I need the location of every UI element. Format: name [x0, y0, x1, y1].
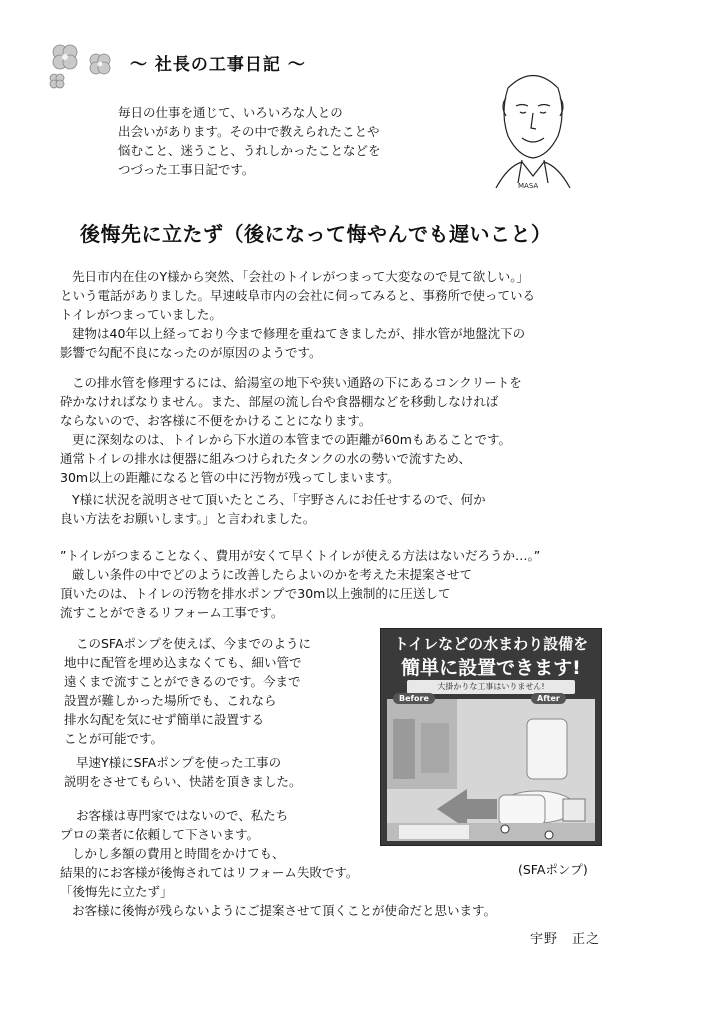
text-line: Y様に状況を説明させて頂いたところ、「宇野さんにお任せするので、何か	[72, 492, 486, 507]
text-line: 更に深刻なのは、トイレから下水道の本管までの距離が60mもあることです。	[72, 432, 511, 447]
text-line: 先日市内在住のY様から突然、「会社のトイレがつまって大変なので見て欲しい。」	[72, 269, 530, 284]
text-line: ことが可能です。	[64, 731, 164, 746]
text-line: しかし多額の費用と時間をかけても、	[72, 846, 285, 861]
text-line: 影響で勾配不良になったのが原因のようです。	[60, 345, 322, 360]
text-line: この排水管を修理するには、給湯室の地下や狭い通路の下にあるコンクリートを	[72, 375, 522, 390]
text-line: 「後悔先に立たず」	[60, 884, 173, 899]
text-line: 通常トイレの排水は便器に組みつけられたタンクの水の勢いで流すため、	[60, 451, 471, 466]
paragraph	[64, 753, 302, 791]
ad-headline-main: 簡単に設置できます!	[401, 657, 581, 679]
text-line: トイレがつまっていました。	[60, 307, 222, 322]
ad-before-label: Before	[393, 693, 435, 704]
portrait-signature-label: MASA	[518, 182, 539, 190]
author-signature: 宇野 正之	[530, 932, 601, 947]
president-portrait-sketch	[478, 58, 588, 193]
column-title: 〜 社長の工事日記 〜	[130, 55, 306, 75]
text-line: 説明をさせてもらい、快諾を頂きました。	[64, 774, 302, 789]
paragraph	[60, 546, 540, 622]
text-line: 結果的にお客様が後悔されてはリフォーム失敗です。	[60, 865, 359, 880]
paragraph	[60, 373, 522, 487]
paragraph	[60, 267, 535, 362]
text-line: 良い方法をお願いします。」と言われました。	[60, 511, 316, 526]
text-line: 早速Y様にSFAポンプを使った工事の	[76, 755, 282, 770]
text-line: お客様は専門家ではないので、私たち	[76, 808, 289, 823]
intro-line: 毎日の仕事を通じて、いろいろな人との	[118, 105, 343, 120]
ad-caption: (SFAポンプ)	[518, 862, 588, 877]
text-line: という電話がありました。早速岐阜市内の会社に伺ってみると、事務所で使っている	[60, 288, 536, 303]
text-line: 厳しい条件の中でどのように改善したらよいのかを考えた末提案させて	[72, 567, 473, 582]
text-line: 遠くまで流すことができるのです。今まで	[64, 674, 301, 689]
text-line: 砕かなければなりません。また、部屋の流し台や食器棚などを移動しなければ	[60, 394, 499, 409]
intro-line: つづった工事日記です。	[118, 162, 255, 177]
text-line: このSFAポンプを使えば、今までのように	[76, 636, 312, 651]
text-line: ”トイレがつまることなく、費用が安くて早くトイレが使える方法はないだろうか…。”	[60, 548, 541, 563]
sfa-pump-advertisement	[380, 628, 602, 846]
toilet-installation-photo	[387, 699, 595, 841]
text-line: ならないので、お客様に不便をかけることになります。	[60, 413, 372, 428]
article-headline: 後悔先に立たず（後になって悔やんでも遅いこと）	[80, 222, 552, 246]
text-line: 流すことができるリフォーム工事です。	[60, 605, 284, 620]
text-line: 設置が難しかった場所でも、これなら	[64, 693, 277, 708]
clover-decoration-icon	[42, 38, 122, 98]
text-line: プロの業者に依頼して下さいます。	[60, 827, 260, 842]
text-line: 建物は40年以上経っており今まで修理を重ねてきましたが、排水管が地盤沈下の	[72, 326, 526, 341]
paragraph	[64, 634, 311, 748]
text-line: お客様に後悔が残らないようにご提案させて頂くことが使命だと思います。	[72, 903, 497, 918]
intro-line: 悩むこと、迷うこと、うれしかったことなどを	[118, 143, 381, 158]
ad-subline: 大掛かりな工事はいりません!	[407, 680, 575, 694]
text-line: 地中に配管を埋め込まなくても、細い管で	[64, 655, 302, 670]
text-line: 排水勾配を気にせず簡単に設置する	[64, 712, 265, 727]
text-line: 頂いたのは、トイレの汚物を排水ポンプで30m以上強制的に圧送して	[60, 586, 451, 601]
intro-line: 出会いがあります。その中で教えられたことや	[118, 124, 380, 139]
ad-after-label: After	[531, 693, 566, 704]
intro-text	[118, 103, 458, 179]
ad-headline: トイレなどの水まわり設備を	[393, 635, 589, 653]
text-line: 30m以上の距離になると管の中に汚物が残ってしまいます。	[60, 470, 400, 485]
paragraph	[60, 490, 486, 528]
